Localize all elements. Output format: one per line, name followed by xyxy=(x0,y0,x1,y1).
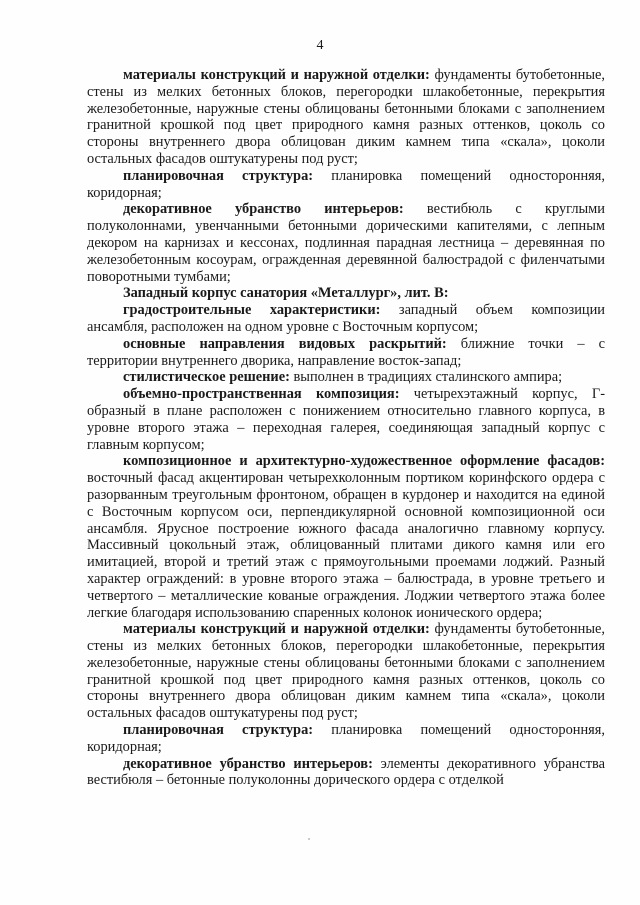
paragraph-heading: декоративное убранство интерьеров: xyxy=(123,755,373,772)
paragraph-heading: декоративное убранство интерьеров: xyxy=(123,201,404,218)
paragraph-heading: материалы конструкций и наружной отделки: xyxy=(123,621,430,638)
paragraph-heading: градостроительные характеристики: xyxy=(123,302,381,319)
paragraph-heading: планировочная структура: xyxy=(123,167,314,184)
paragraph-text: восточный фасад акцентирован четырехколонным портиком коринфского ордера с разорванным треугольным фронтоном, обращен в курдонер и находится на единой с Восточным корпусом оси, перпендикулярной основной композиционной оси ансамбля. Ярусное построение южного фасада аналогично главному корпусу. Массивный цокольный этаж, облицованный плитами дикого камня или его имитацией, второй и третий этаж с прямоугольными проемами лоджий. Разный характер ограждений: в уровне второго этажа – балюстрада, в уровне третьего и четвертого – металлические кованые ограждения. Лоджии четвертого этажа более легкие благодаря использованию спаренных колонок ионического ордера; xyxy=(87,470,605,621)
paragraph-interior-west xyxy=(87,756,605,790)
paragraph-text: четырехэтажный корпус, Г-образный в плане расположен с понижением относительно главного корпуса, в уровне второго этажа – переходная галерея, соединяющая западный корпус с главным корпусом; xyxy=(87,386,606,453)
paragraph-text: фундаменты бутобетонные, стены из мелких бетонных блоков, перегородки шлакобетонные, перекрытия железобетонные, наружные стены облицованы бетонными блоками с заполнением гранитной крошкой под цвет природного камня разных оттенков, цоколь со стороны внутреннего двора облицован диким камнем типа «скала», цоколи остальных фасадов оштукатурены под руст; xyxy=(87,621,605,722)
paragraph-heading: планировочная структура: xyxy=(123,722,314,739)
paragraph-views-west xyxy=(87,336,605,370)
paragraph-heading: объемно-пространственная композиция: xyxy=(123,386,400,403)
paragraph-facades-west xyxy=(87,453,605,621)
paragraph-heading: композиционное и архитектурно-художественное оформление фасадов: xyxy=(123,453,605,470)
paragraph-layout-west xyxy=(87,722,605,756)
page-number: 4 xyxy=(316,38,324,53)
paragraph-text: планировка помещений односторонняя, коридорная; xyxy=(87,167,605,201)
paragraph-interior-east xyxy=(87,201,605,285)
paragraph-style-west xyxy=(87,369,605,386)
paragraph-layout-east xyxy=(87,168,605,202)
paragraph-volume-west xyxy=(87,386,605,453)
scan-speck xyxy=(308,838,310,840)
paragraph-text: фундаменты бутобетонные, стены из мелких бетонных блоков, перегородки шлакобетонные, перекрытия железобетонные, наружные стены облицованы бетонными блоками с заполнением гранитной крошкой под цвет природного камня разных оттенков, цоколь со стороны внутреннего двора облицован диким камнем типа «скала», цоколи остальных фасадов оштукатурены под руст; xyxy=(87,67,605,167)
paragraph-heading: стилистическое решение: xyxy=(123,369,290,386)
paragraph-text: ближние точки – с территории внутреннего дворика, направление восток-запад; xyxy=(87,335,605,369)
paragraph-materials-east xyxy=(87,67,605,168)
paragraph-text: западный объем композиции ансамбля, расположен на одном уровне с Восточным корпусом; xyxy=(87,302,605,335)
paragraph-heading: основные направления видовых раскрытий: xyxy=(123,335,447,352)
paragraph-text: вестибюль с круглыми полуколоннами, увенчанными бетонными дорическими капителями, с лепным декором на карнизах и кессонах, подлинная парадная лестница – деревянная по железобетонным косоурам, огражденная деревянной балюстрадой с филенчатыми поворотными тумбами; xyxy=(87,201,605,285)
section-heading-west-building xyxy=(87,285,605,302)
paragraph-text: выполнен в традициях сталинского ампира; xyxy=(289,369,563,386)
document-body xyxy=(87,67,605,789)
paragraph-text: элементы декоративного убранства вестибюля – бетонные полуколонны дорического ордера с отделкой xyxy=(87,755,605,789)
paragraph-text: планировка помещений односторонняя, коридорная; xyxy=(87,722,605,755)
paragraph-heading: материалы конструкций и наружной отделки: xyxy=(123,67,430,83)
paragraph-materials-west xyxy=(87,621,605,722)
paragraph-urban-west xyxy=(87,302,605,336)
paragraph-heading: Западный корпус санатория «Металлург», лит. В: xyxy=(123,285,449,302)
